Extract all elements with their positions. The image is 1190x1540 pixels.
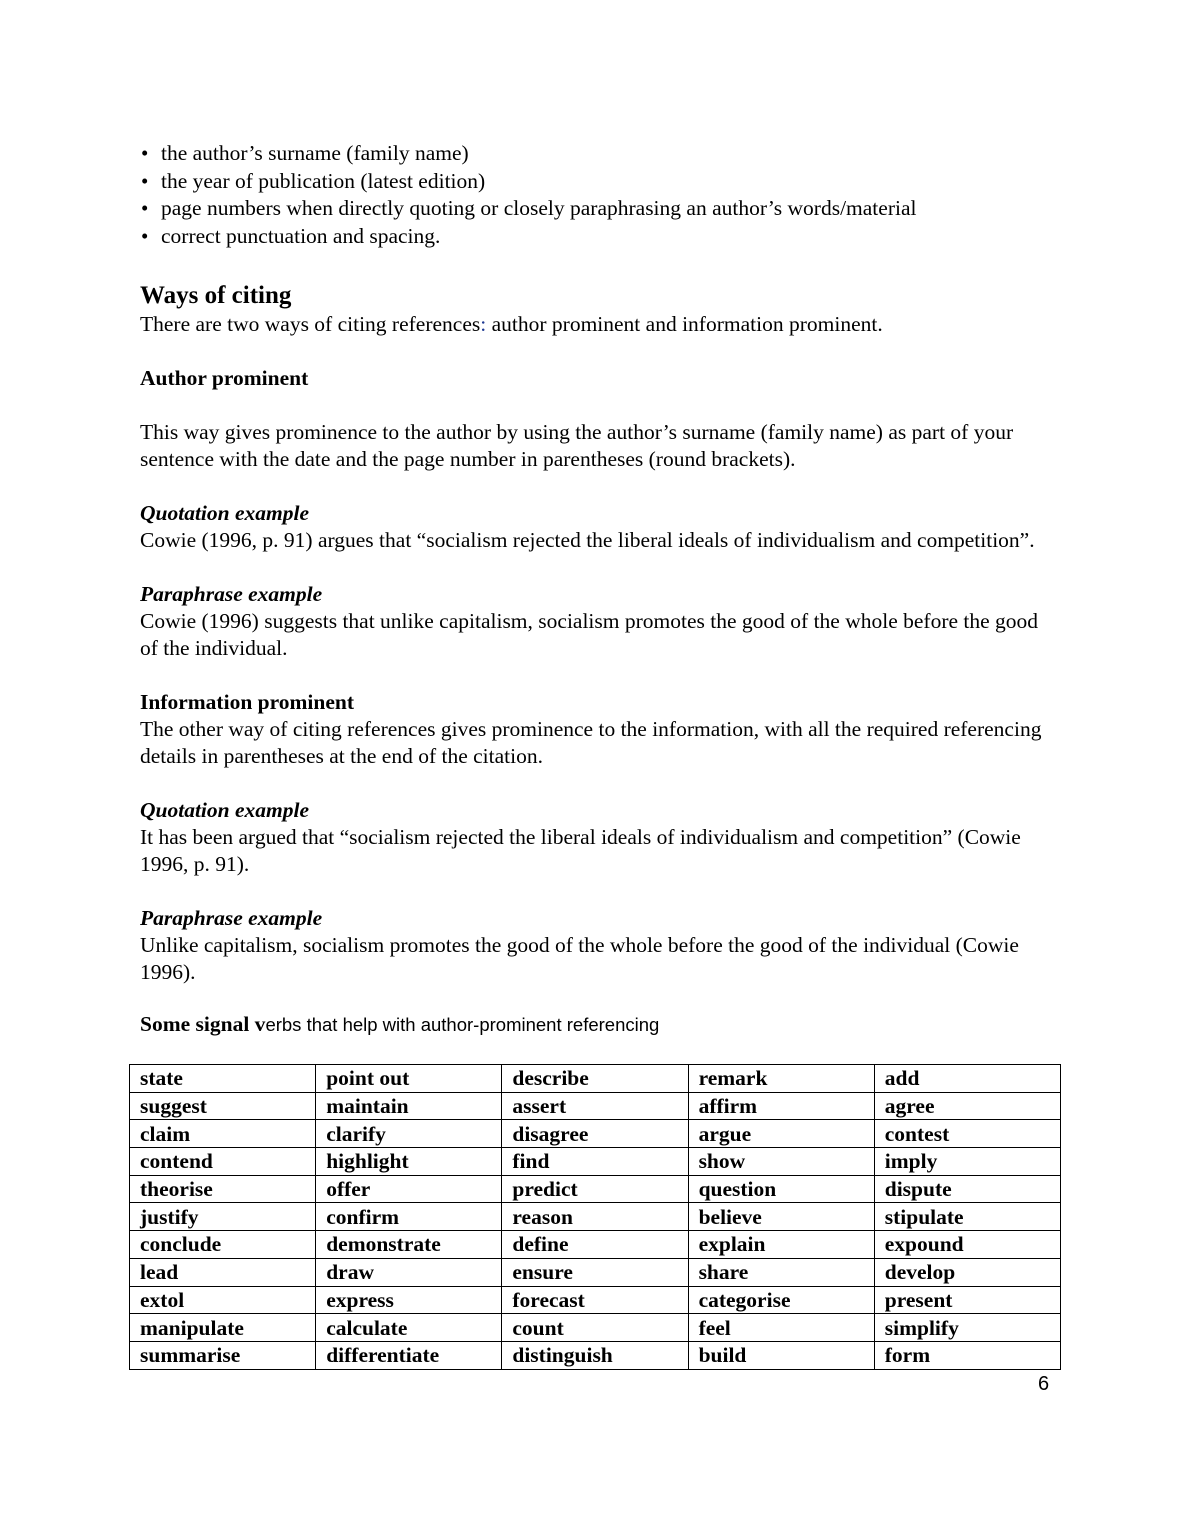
table-cell: explain (688, 1231, 874, 1259)
table-row (130, 1341, 1061, 1369)
table-cell: stipulate (874, 1203, 1060, 1231)
information-prominent-heading: Information prominent (140, 690, 355, 714)
table-cell: contend (130, 1148, 316, 1176)
table-cell: point out (316, 1065, 502, 1093)
author-quotation-text: Cowie (1996, p. 91) argues that “socialism rejected the liberal ideals of individualism and competition”. (140, 528, 1035, 552)
ways-of-citing-heading: Ways of citing (140, 282, 292, 309)
table-cell: agree (874, 1092, 1060, 1120)
author-quotation-heading: Quotation example (140, 501, 310, 525)
table-cell: maintain (316, 1092, 502, 1120)
table-cell: conclude (130, 1231, 316, 1259)
bullet-icon: • (141, 141, 149, 165)
table-cell: develop (874, 1258, 1060, 1286)
table-cell: ensure (502, 1258, 688, 1286)
table-cell: extol (130, 1286, 316, 1314)
table-cell: simplify (874, 1314, 1060, 1342)
table-cell: dispute (874, 1175, 1060, 1203)
requirements-list (140, 140, 1060, 250)
table-cell: predict (502, 1175, 688, 1203)
table-cell: form (874, 1341, 1060, 1369)
information-prominent-description: The other way of citing references gives prominence to the information, with all the required referencing details in parentheses at the end of the citation. (140, 717, 1042, 768)
table-cell: describe (502, 1065, 688, 1093)
table-cell: theorise (130, 1175, 316, 1203)
table-cell: feel (688, 1314, 874, 1342)
table-row (130, 1148, 1061, 1176)
table-cell: manipulate (130, 1314, 316, 1342)
table-cell: differentiate (316, 1341, 502, 1369)
table-row (130, 1258, 1061, 1286)
table-row (130, 1314, 1061, 1342)
page-content (140, 140, 1060, 1037)
table-row (130, 1175, 1061, 1203)
table-cell: remark (688, 1065, 874, 1093)
signal-verbs-table (129, 1064, 1061, 1370)
bullet-icon: • (141, 168, 149, 193)
list-item: • the author’s surname (family name) (140, 140, 1060, 168)
list-item: • page numbers when directly quoting or closely paraphrasing an author’s words/material (140, 195, 1060, 223)
table-cell: believe (688, 1203, 874, 1231)
table-cell: share (688, 1258, 874, 1286)
bullet-icon: • (141, 196, 149, 220)
table-row (130, 1286, 1061, 1314)
table-cell: expound (874, 1231, 1060, 1259)
table-cell: question (688, 1175, 874, 1203)
table-cell: state (130, 1065, 316, 1093)
info-quotation-heading: Quotation example (140, 798, 310, 822)
table-cell: imply (874, 1148, 1060, 1176)
table-row (130, 1065, 1061, 1093)
ways-of-citing-intro: There are two ways of citing references: author prominent and information prominent. (140, 312, 883, 336)
table-cell: draw (316, 1258, 502, 1286)
author-paraphrase-heading: Paraphrase example (140, 582, 323, 606)
table-cell: affirm (688, 1092, 874, 1120)
table-cell: highlight (316, 1148, 502, 1176)
author-paraphrase-text: Cowie (1996) suggests that unlike capitalism, socialism promotes the good of the whole before the good of the individual. (140, 609, 1039, 660)
table-cell: add (874, 1065, 1060, 1093)
table-row (130, 1231, 1061, 1259)
table-cell: express (316, 1286, 502, 1314)
bullet-icon: • (141, 223, 149, 248)
author-prominent-heading: Author prominent (140, 366, 309, 390)
table-cell: show (688, 1148, 874, 1176)
info-paraphrase-text: Unlike capitalism, socialism promotes the good of the whole before the good of the individual (Cowie 1996). (140, 933, 1019, 984)
author-prominent-description: This way gives prominence to the author by using the author’s surname (family name) as part of your sentence with the date and the page number in parentheses (round brackets). (140, 420, 1014, 471)
table-cell: claim (130, 1120, 316, 1148)
table-cell: calculate (316, 1314, 502, 1342)
table-cell: offer (316, 1175, 502, 1203)
table-cell: reason (502, 1203, 688, 1231)
table-cell: define (502, 1231, 688, 1259)
table-cell: forecast (502, 1286, 688, 1314)
table-cell: distinguish (502, 1341, 688, 1369)
table-cell: find (502, 1148, 688, 1176)
table-row (130, 1203, 1061, 1231)
list-item: • correct punctuation and spacing. (140, 223, 1060, 251)
table-cell: confirm (316, 1203, 502, 1231)
table-cell: clarify (316, 1120, 502, 1148)
table-row (130, 1092, 1061, 1120)
info-quotation-text: It has been argued that “socialism rejected the liberal ideals of individualism and competition” (Cowie 1996, p. 91). (140, 825, 1021, 876)
table-cell: contest (874, 1120, 1060, 1148)
table-cell: present (874, 1286, 1060, 1314)
page-number: 6 (1038, 1373, 1050, 1395)
table-cell: lead (130, 1258, 316, 1286)
table-cell: count (502, 1314, 688, 1342)
table-cell: summarise (130, 1341, 316, 1369)
table-cell: justify (130, 1203, 316, 1231)
table-cell: disagree (502, 1120, 688, 1148)
table-cell: argue (688, 1120, 874, 1148)
table-cell: categorise (688, 1286, 874, 1314)
info-paraphrase-heading: Paraphrase example (140, 906, 323, 930)
table-row (130, 1120, 1061, 1148)
table-cell: demonstrate (316, 1231, 502, 1259)
list-item: • the year of publication (latest edition) (140, 168, 1060, 196)
table-cell: build (688, 1341, 874, 1369)
table-cell: suggest (130, 1092, 316, 1120)
table-cell: assert (502, 1092, 688, 1120)
signal-verbs-caption: Some signal verbs that help with author-prominent referencing (140, 1012, 660, 1036)
